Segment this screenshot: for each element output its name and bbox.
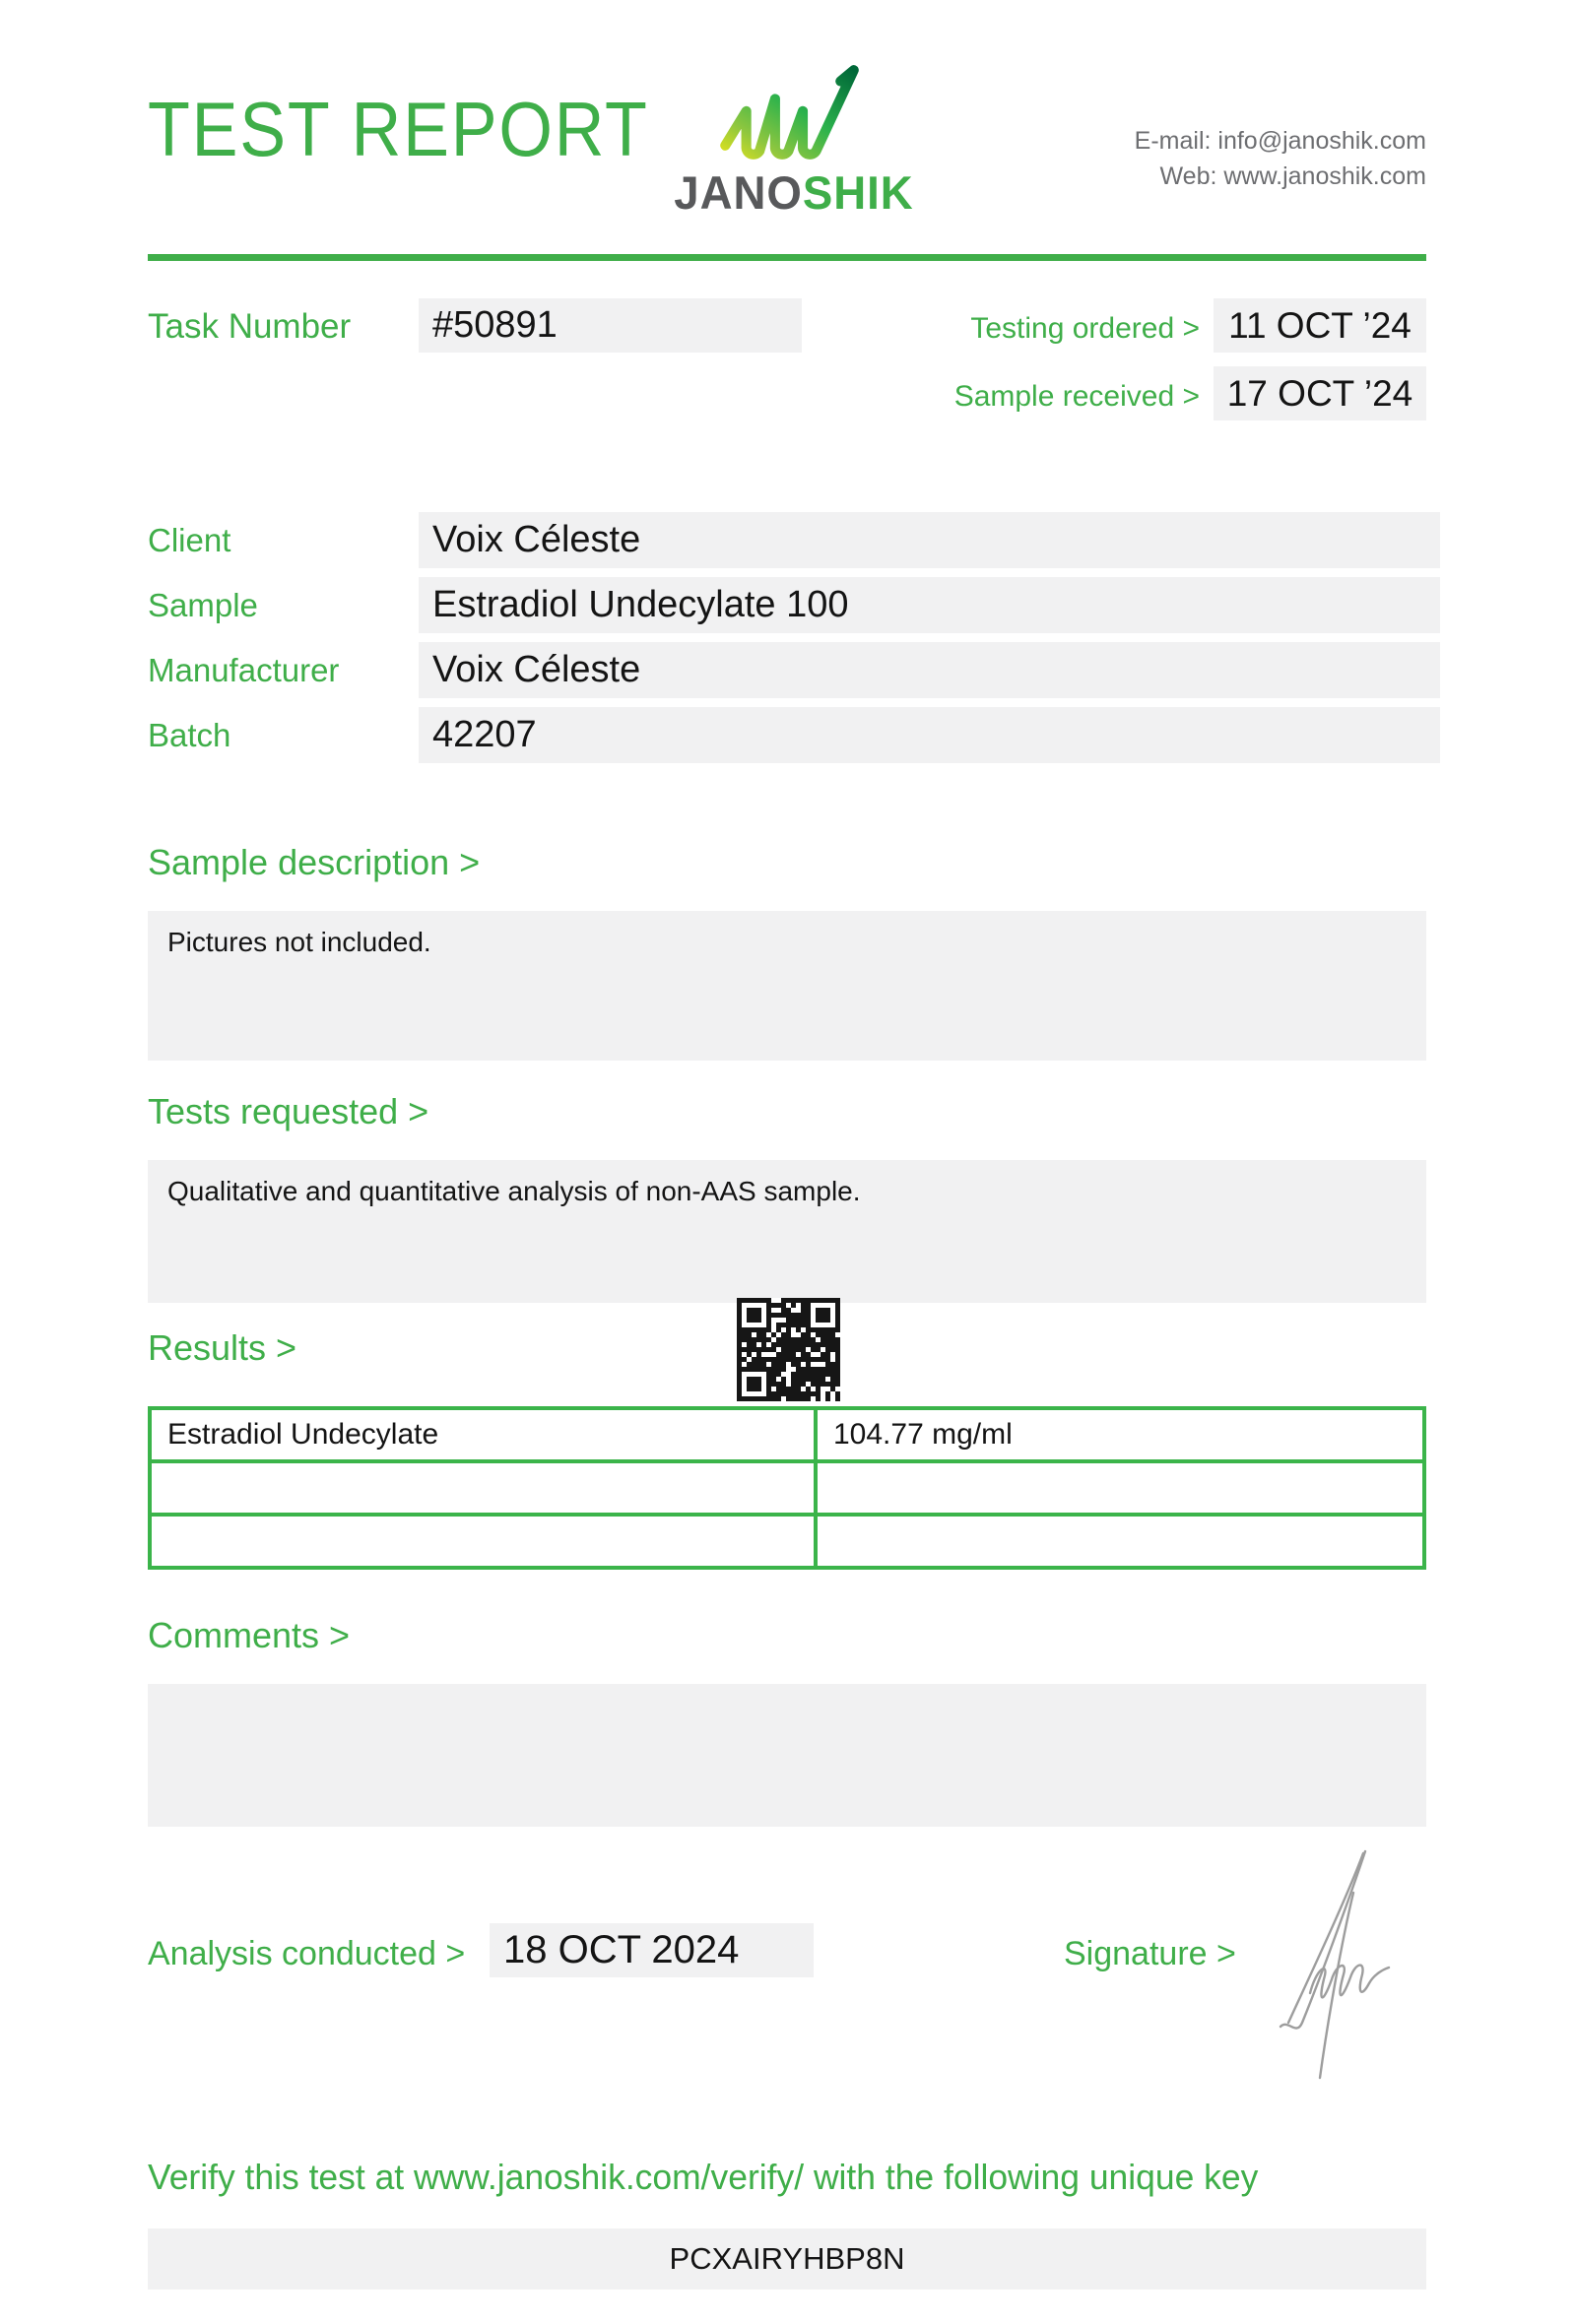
logo-shik: SHIK (802, 166, 914, 219)
header-divider (148, 254, 1426, 261)
testing-ordered-label: Testing ordered > (970, 312, 1200, 345)
unique-key-value: PCXAIRYHBP8N (148, 2228, 1426, 2290)
client-label: Client (148, 522, 231, 558)
batch-value: 42207 (419, 707, 1440, 763)
signature-image (1259, 1843, 1416, 2090)
results-heading: Results > (148, 1327, 297, 1368)
batch-label: Batch (148, 717, 231, 753)
qr-code (737, 1298, 840, 1401)
verify-instruction: Verify this test at www.janoshik.com/verify/ with the following unique key (148, 2157, 1259, 2197)
table-row (150, 1461, 1424, 1515)
manufacturer-label: Manufacturer (148, 652, 340, 688)
signature-label: Signature > (1064, 1935, 1236, 1972)
task-number-label: Task Number (148, 307, 352, 346)
sample-value: Estradiol Undecylate 100 (419, 577, 1440, 633)
result-substance: Estradiol Undecylate (150, 1408, 816, 1461)
analysis-conducted-label: Analysis conducted > (148, 1935, 466, 1972)
sample-description-heading: Sample description > (148, 842, 481, 882)
page-title: TEST REPORT (148, 86, 649, 172)
janoshik-logo (666, 59, 922, 219)
comments-heading: Comments > (148, 1615, 351, 1655)
contact-info (1135, 124, 1426, 194)
sample-label: Sample (148, 587, 258, 623)
manufacturer-value: Voix Céleste (419, 642, 1440, 698)
contact-email: E-mail: info@janoshik.com (1134, 127, 1426, 155)
analysis-date-value: 18 OCT 2024 (490, 1923, 814, 1977)
tests-requested-heading: Tests requested > (148, 1091, 429, 1131)
result-substance (150, 1461, 816, 1515)
sample-received-label: Sample received > (953, 380, 1200, 413)
result-value (816, 1515, 1424, 1568)
sample-received-date: 17 OCT ’24 (1214, 366, 1426, 420)
table-row (150, 1515, 1424, 1568)
result-value: 104.77 mg/ml (816, 1408, 1424, 1461)
task-number-value: #50891 (419, 298, 802, 353)
client-value: Voix Céleste (419, 512, 1440, 568)
trending-chart-icon (666, 59, 922, 165)
logo-jano: JANO (674, 166, 803, 219)
comments-box (148, 1684, 1426, 1827)
results-table (148, 1406, 1426, 1570)
table-row (150, 1408, 1424, 1461)
testing-ordered-date: 11 OCT ’24 (1214, 298, 1426, 353)
sample-description-box: Pictures not included. (148, 911, 1426, 1061)
tests-requested-box: Qualitative and quantitative analysis of non-AAS sample. (148, 1160, 1426, 1303)
result-value (816, 1461, 1424, 1515)
logo-wordmark (670, 166, 918, 219)
contact-web: Web: www.janoshik.com (1159, 161, 1426, 190)
result-substance (150, 1515, 816, 1568)
